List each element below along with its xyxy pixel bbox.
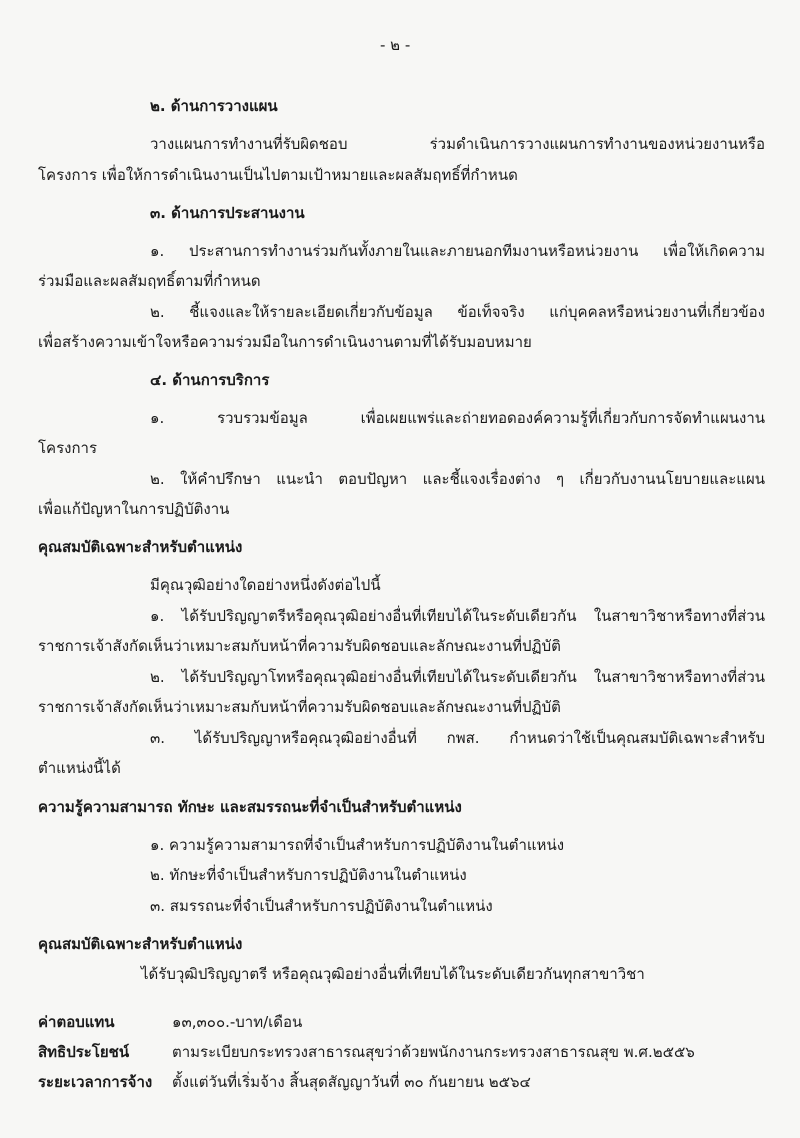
salary-value: ๑๓,๓๐๐.-บาท/เดือน — [172, 1013, 303, 1031]
period-value: ตั้งแต่วันที่เริ่มจ้าง สิ้นสุดสัญญาวันที่ ๓๐ กันยายน ๒๕๖๔ — [172, 1073, 531, 1091]
service-item2-line1: ๒. ให้คำปรึกษา แนะนำ ตอบปัญหา และชี้แจงเรื่องต่าง ๆ เกี่ยวกับงานนโยบายและแผน — [150, 470, 765, 488]
qualifications2-heading: คุณสมบัติเฉพาะสำหรับตำแหน่ง — [38, 935, 243, 953]
coordination-item2-line1: ๒. ชี้แจงและให้รายละเอียดเกี่ยวกับข้อมูล ข้อเท็จจริง แก่บุคคลหรือหน่วยงานที่เกี่ยวข้อง — [150, 303, 765, 321]
benefits-value: ตามระเบียบกระทรวงสาธารณสุขว่าด้วยพนักงานกระทรวงสาธารณสุข พ.ศ.๒๕๕๖ — [172, 1043, 695, 1061]
period-label: ระยะเวลาการจ้าง — [38, 1073, 153, 1091]
coordination-item1-line1: ๑. ประสานการทำงานร่วมกันทั้งภายในและภายนอกทีมงานหรือหน่วยงาน เพื่อให้เกิดความ — [150, 242, 765, 260]
service-item1-line1: ๑. รวบรวมข้อมูล เพื่อเผยแพร่และถ่ายทอดองค์ความรู้ที่เกี่ยวกับการจัดทำแผนงาน — [150, 409, 765, 427]
qualifications-heading: คุณสมบัติเฉพาะสำหรับตำแหน่ง — [38, 538, 243, 556]
qualifications-item2-line1: ๒. ได้รับปริญญาโทหรือคุณวุฒิอย่างอื่นที่เทียบได้ในระดับเดียวกัน ในสาขาวิชาหรือทางที่ส่วน — [150, 668, 765, 686]
qualifications-item3-line1: ๓. ได้รับปริญญาหรือคุณวุฒิอย่างอื่นที่ กพส. กำหนดว่าใช้เป็นคุณสมบัติเฉพาะสำหรับ — [150, 729, 765, 747]
planning-line-2: โครงการ เพื่อให้การดำเนินงานเป็นไปตามเป้าหมายและผลสัมฤทธิ์ที่กำหนด — [38, 166, 518, 184]
service-item2-line2: เพื่อแก้ปัญหาในการปฏิบัติงาน — [38, 500, 230, 518]
coordination-heading: ๓. ด้านการประสานงาน — [150, 204, 305, 222]
competencies-item-1: ๑. ความรู้ความสามารถที่จำเป็นสำหรับการปฏิบัติงานในตำแหน่ง — [150, 836, 565, 854]
qualifications-item1-line2: ราชการเจ้าสังกัดเห็นว่าเหมาะสมกับหน้าที่ความรับผิดชอบและลักษณะงานที่ปฏิบัติ — [38, 637, 561, 655]
service-item1-line2: โครงการ — [38, 439, 98, 457]
service-heading: ๔. ด้านการบริการ — [150, 371, 270, 389]
qualifications-intro: มีคุณวุฒิอย่างใดอย่างหนึ่งดังต่อไปนี้ — [150, 576, 381, 594]
benefits-label: สิทธิประโยชน์ — [38, 1043, 130, 1061]
page-number: - ๒ - — [380, 36, 411, 54]
qualifications-item3-line2: ตำแหน่งนี้ได้ — [38, 759, 121, 777]
coordination-item2-line2: เพื่อสร้างความเข้าใจหรือความร่วมมือในการดำเนินงานตามที่ได้รับมอบหมาย — [38, 333, 532, 351]
coordination-item1-line2: ร่วมมือและผลสัมฤทธิ์ตามที่กำหนด — [38, 272, 261, 290]
qualifications2-text: ได้รับวุฒิปริญญาตรี หรือคุณวุฒิอย่างอื่นที่เทียบได้ในระดับเดียวกันทุกสาขาวิชา — [141, 965, 645, 983]
qualifications-item2-line2: ราชการเจ้าสังกัดเห็นว่าเหมาะสมกับหน้าที่ความรับผิดชอบและลักษณะงานที่ปฏิบัติ — [38, 698, 561, 716]
competencies-item-2: ๒. ทักษะที่จำเป็นสำหรับการปฏิบัติงานในตำแหน่ง — [150, 866, 467, 884]
planning-line-1: วางแผนการทำงานที่รับผิดชอบ ร่วมดำเนินการวางแผนการทำงานของหน่วยงานหรือ — [150, 135, 765, 153]
competencies-heading: ความรู้ความสามารถ ทักษะ และสมรรถนะที่จำเป็นสำหรับตำแหน่ง — [38, 798, 462, 816]
planning-heading: ๒. ด้านการวางแผน — [150, 97, 278, 115]
salary-label: ค่าตอบแทน — [38, 1013, 115, 1031]
competencies-item-3: ๓. สมรรถนะที่จำเป็นสำหรับการปฏิบัติงานในตำแหน่ง — [150, 897, 493, 915]
qualifications-item1-line1: ๑. ได้รับปริญญาตรีหรือคุณวุฒิอย่างอื่นที่เทียบได้ในระดับเดียวกัน ในสาขาวิชาหรือทางที่ส่วน — [150, 607, 765, 625]
